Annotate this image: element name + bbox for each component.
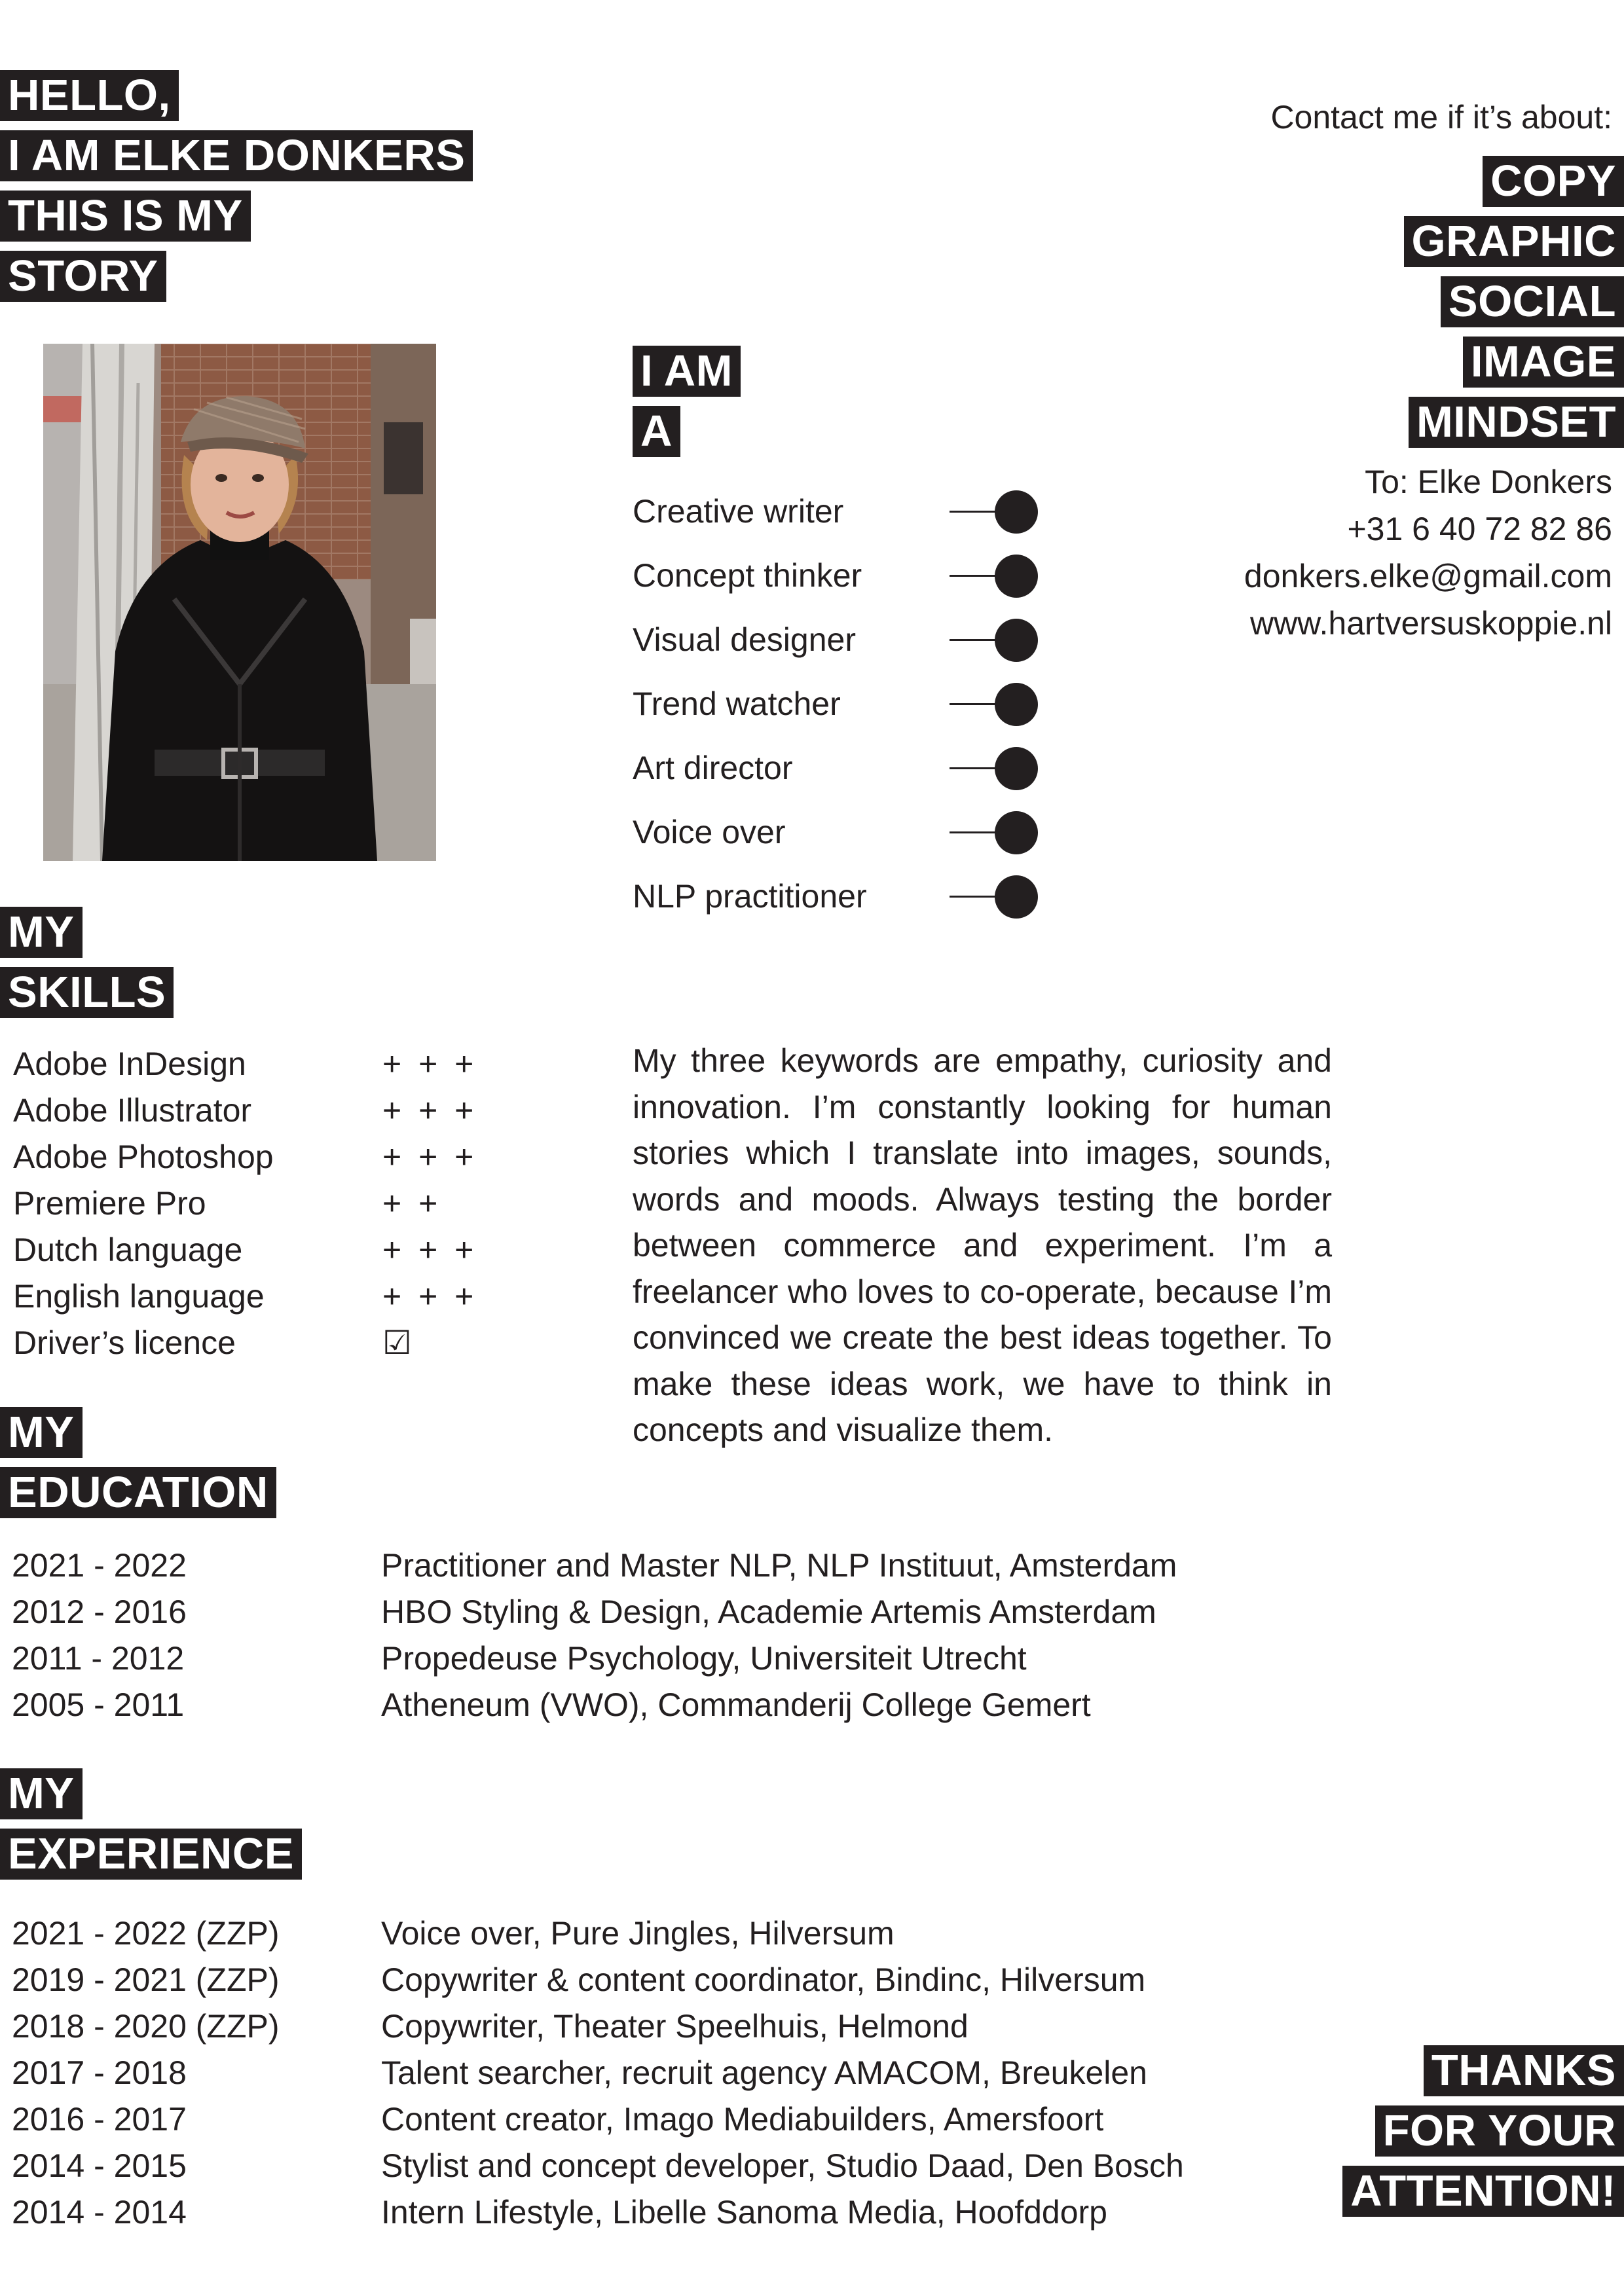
experience-row — [12, 2096, 1289, 2143]
skill-name: Adobe Illustrator — [13, 1092, 252, 1129]
role-label: Art director — [633, 750, 793, 786]
skill-row — [13, 1180, 485, 1227]
education-period: 2005 - 2011 — [12, 1686, 185, 1723]
role-connector — [950, 767, 1002, 769]
experience-period: 2018 - 2020 (ZZP) — [12, 2008, 280, 2045]
skill-rating: + + — [382, 1185, 442, 1222]
experience-period: 2017 - 2018 — [12, 2054, 187, 2091]
skills-heading-line: SKILLS — [0, 967, 174, 1018]
role-label: NLP practitioner — [633, 878, 867, 915]
closing-line: ATTENTION! — [1342, 2166, 1624, 2217]
experience-desc: Intern Lifestyle, Libelle Sanoma Media, Hoofddorp — [381, 2194, 1107, 2231]
skill-name: English language — [13, 1278, 265, 1315]
contact-topics — [1404, 156, 1624, 457]
skill-row — [13, 1320, 485, 1366]
experience-row — [12, 2189, 1289, 2236]
education-desc: Atheneum (VWO), Commanderij College Gemert — [381, 1686, 1091, 1723]
contact-phone[interactable]: +31 6 40 72 82 86 — [1347, 511, 1612, 547]
role-label: Concept thinker — [633, 557, 862, 594]
skill-name: Dutch language — [13, 1231, 243, 1268]
skill-row — [13, 1227, 485, 1273]
contact-email[interactable]: donkers.elke@gmail.com — [1244, 558, 1612, 594]
experience-period: 2021 - 2022 (ZZP) — [12, 1915, 280, 1952]
skill-rating: + + + — [382, 1278, 478, 1315]
skill-row — [13, 1273, 485, 1320]
role-dot-icon — [995, 811, 1038, 854]
role-item — [633, 553, 1039, 598]
experience-row — [12, 1910, 1289, 1957]
role-item — [633, 745, 1039, 791]
contact-to: To: Elke Donkers — [1365, 464, 1612, 500]
role-dot-icon — [995, 490, 1038, 534]
skill-name: Driver’s licence — [13, 1324, 236, 1361]
intro-line: HELLO, — [0, 70, 179, 121]
education-period: 2012 - 2016 — [12, 1594, 187, 1630]
role-label: Visual designer — [633, 621, 856, 658]
experience-heading-line: EXPERIENCE — [0, 1829, 302, 1880]
intro-heading — [0, 70, 473, 311]
education-heading-line: MY — [0, 1407, 83, 1458]
education-heading-line: EDUCATION — [0, 1467, 276, 1518]
education-row — [12, 1589, 1289, 1635]
experience-list — [12, 1910, 1289, 2236]
role-connector — [950, 639, 1002, 641]
about-paragraph: My three keywords are empathy, curiosity and innovation. I’m constantly looking for human stories which I translate into images, sounds, words and moods. Always testing the border between commerce and experiment. I’m a freelancer who loves to co-operate, because I’m convinced we create the best ideas together. To make these ideas work, we have to think in concepts and visualize them. — [633, 1042, 1332, 1448]
role-label: Voice over — [633, 814, 786, 850]
experience-period: 2016 - 2017 — [12, 2101, 187, 2138]
experience-row — [12, 2003, 1289, 2050]
experience-desc: Copywriter, Theater Speelhuis, Helmond — [381, 2008, 969, 2045]
role-connector — [950, 703, 1002, 705]
contact-website[interactable]: www.hartversuskoppie.nl — [1249, 605, 1612, 642]
role-dot-icon — [995, 747, 1038, 790]
education-row — [12, 1682, 1289, 1728]
skills-list — [13, 1041, 485, 1366]
experience-desc: Stylist and concept developer, Studio Daad, Den Bosch — [381, 2147, 1184, 2184]
role-item — [633, 617, 1039, 663]
experience-heading-line: MY — [0, 1768, 83, 1819]
closing-heading — [1342, 2045, 1624, 2226]
experience-row — [12, 2143, 1289, 2189]
education-desc: HBO Styling & Design, Academie Artemis Amsterdam — [381, 1594, 1156, 1630]
education-period: 2011 - 2012 — [12, 1640, 185, 1677]
profile-photo-illustration — [43, 344, 436, 861]
role-connector — [950, 511, 1002, 513]
skill-name: Premiere Pro — [13, 1185, 206, 1222]
iam-heading — [633, 346, 741, 466]
role-item — [633, 488, 1039, 534]
education-desc: Propedeuse Psychology, Universiteit Utrecht — [381, 1640, 1027, 1677]
contact-topic: MINDSET — [1409, 397, 1624, 448]
experience-period: 2014 - 2015 — [12, 2147, 187, 2184]
iam-heading-line: A — [633, 406, 680, 457]
role-item — [633, 809, 1039, 855]
contact-topic: COPY — [1483, 156, 1624, 207]
experience-desc: Copywriter & content coordinator, Bindinc, Hilversum — [381, 1961, 1146, 1998]
experience-row — [12, 2050, 1289, 2096]
skills-heading — [0, 907, 174, 1027]
role-dot-icon — [995, 875, 1038, 919]
skill-rating: + + + — [382, 1231, 478, 1268]
closing-line: FOR YOUR — [1375, 2105, 1624, 2157]
role-connector — [950, 896, 1002, 898]
intro-line: I AM ELKE DONKERS — [0, 130, 473, 181]
contact-topic: IMAGE — [1463, 337, 1624, 388]
role-item — [633, 681, 1039, 727]
role-label: Creative writer — [633, 493, 844, 530]
experience-period: 2019 - 2021 (ZZP) — [12, 1961, 280, 1998]
role-dot-icon — [995, 619, 1038, 662]
skill-rating: + + + — [382, 1092, 478, 1129]
experience-desc: Voice over, Pure Jingles, Hilversum — [381, 1915, 895, 1952]
education-heading — [0, 1407, 276, 1527]
contact-details — [1244, 458, 1612, 647]
skills-heading-line: MY — [0, 907, 83, 958]
profile-photo — [43, 344, 436, 861]
contact-topic: SOCIAL — [1441, 276, 1624, 327]
education-period: 2021 - 2022 — [12, 1547, 187, 1584]
experience-period: 2014 - 2014 — [12, 2194, 187, 2231]
role-label: Trend watcher — [633, 685, 841, 722]
skill-rating: + + + — [382, 1139, 478, 1175]
role-dot-icon — [995, 555, 1038, 598]
skill-rating: + + + — [382, 1046, 478, 1082]
education-list — [12, 1542, 1289, 1728]
experience-row — [12, 1957, 1289, 2003]
skill-name: Adobe InDesign — [13, 1046, 246, 1082]
closing-line: THANKS — [1424, 2045, 1624, 2096]
education-desc: Practitioner and Master NLP, NLP Instituut, Amsterdam — [381, 1547, 1177, 1584]
role-dot-icon — [995, 683, 1038, 726]
skill-row — [13, 1134, 485, 1180]
experience-heading — [0, 1768, 302, 1889]
intro-line: THIS IS MY — [0, 191, 251, 242]
role-item — [633, 873, 1039, 919]
skill-row — [13, 1087, 485, 1134]
iam-heading-line: I AM — [633, 346, 741, 397]
intro-line: STORY — [0, 251, 166, 302]
skill-name: Adobe Photoshop — [13, 1139, 274, 1175]
checkbox-checked-icon: ☑ — [382, 1324, 416, 1361]
experience-desc: Content creator, Imago Mediabuilders, Amersfoort — [381, 2101, 1104, 2138]
education-row — [12, 1635, 1289, 1682]
contact-intro: Contact me if it’s about: — [1270, 99, 1612, 136]
role-connector — [950, 831, 1002, 833]
education-row — [12, 1542, 1289, 1589]
role-connector — [950, 575, 1002, 577]
experience-desc: Talent searcher, recruit agency AMACOM, Breukelen — [381, 2054, 1147, 2091]
skill-row — [13, 1041, 485, 1087]
contact-topic: GRAPHIC — [1404, 216, 1624, 267]
